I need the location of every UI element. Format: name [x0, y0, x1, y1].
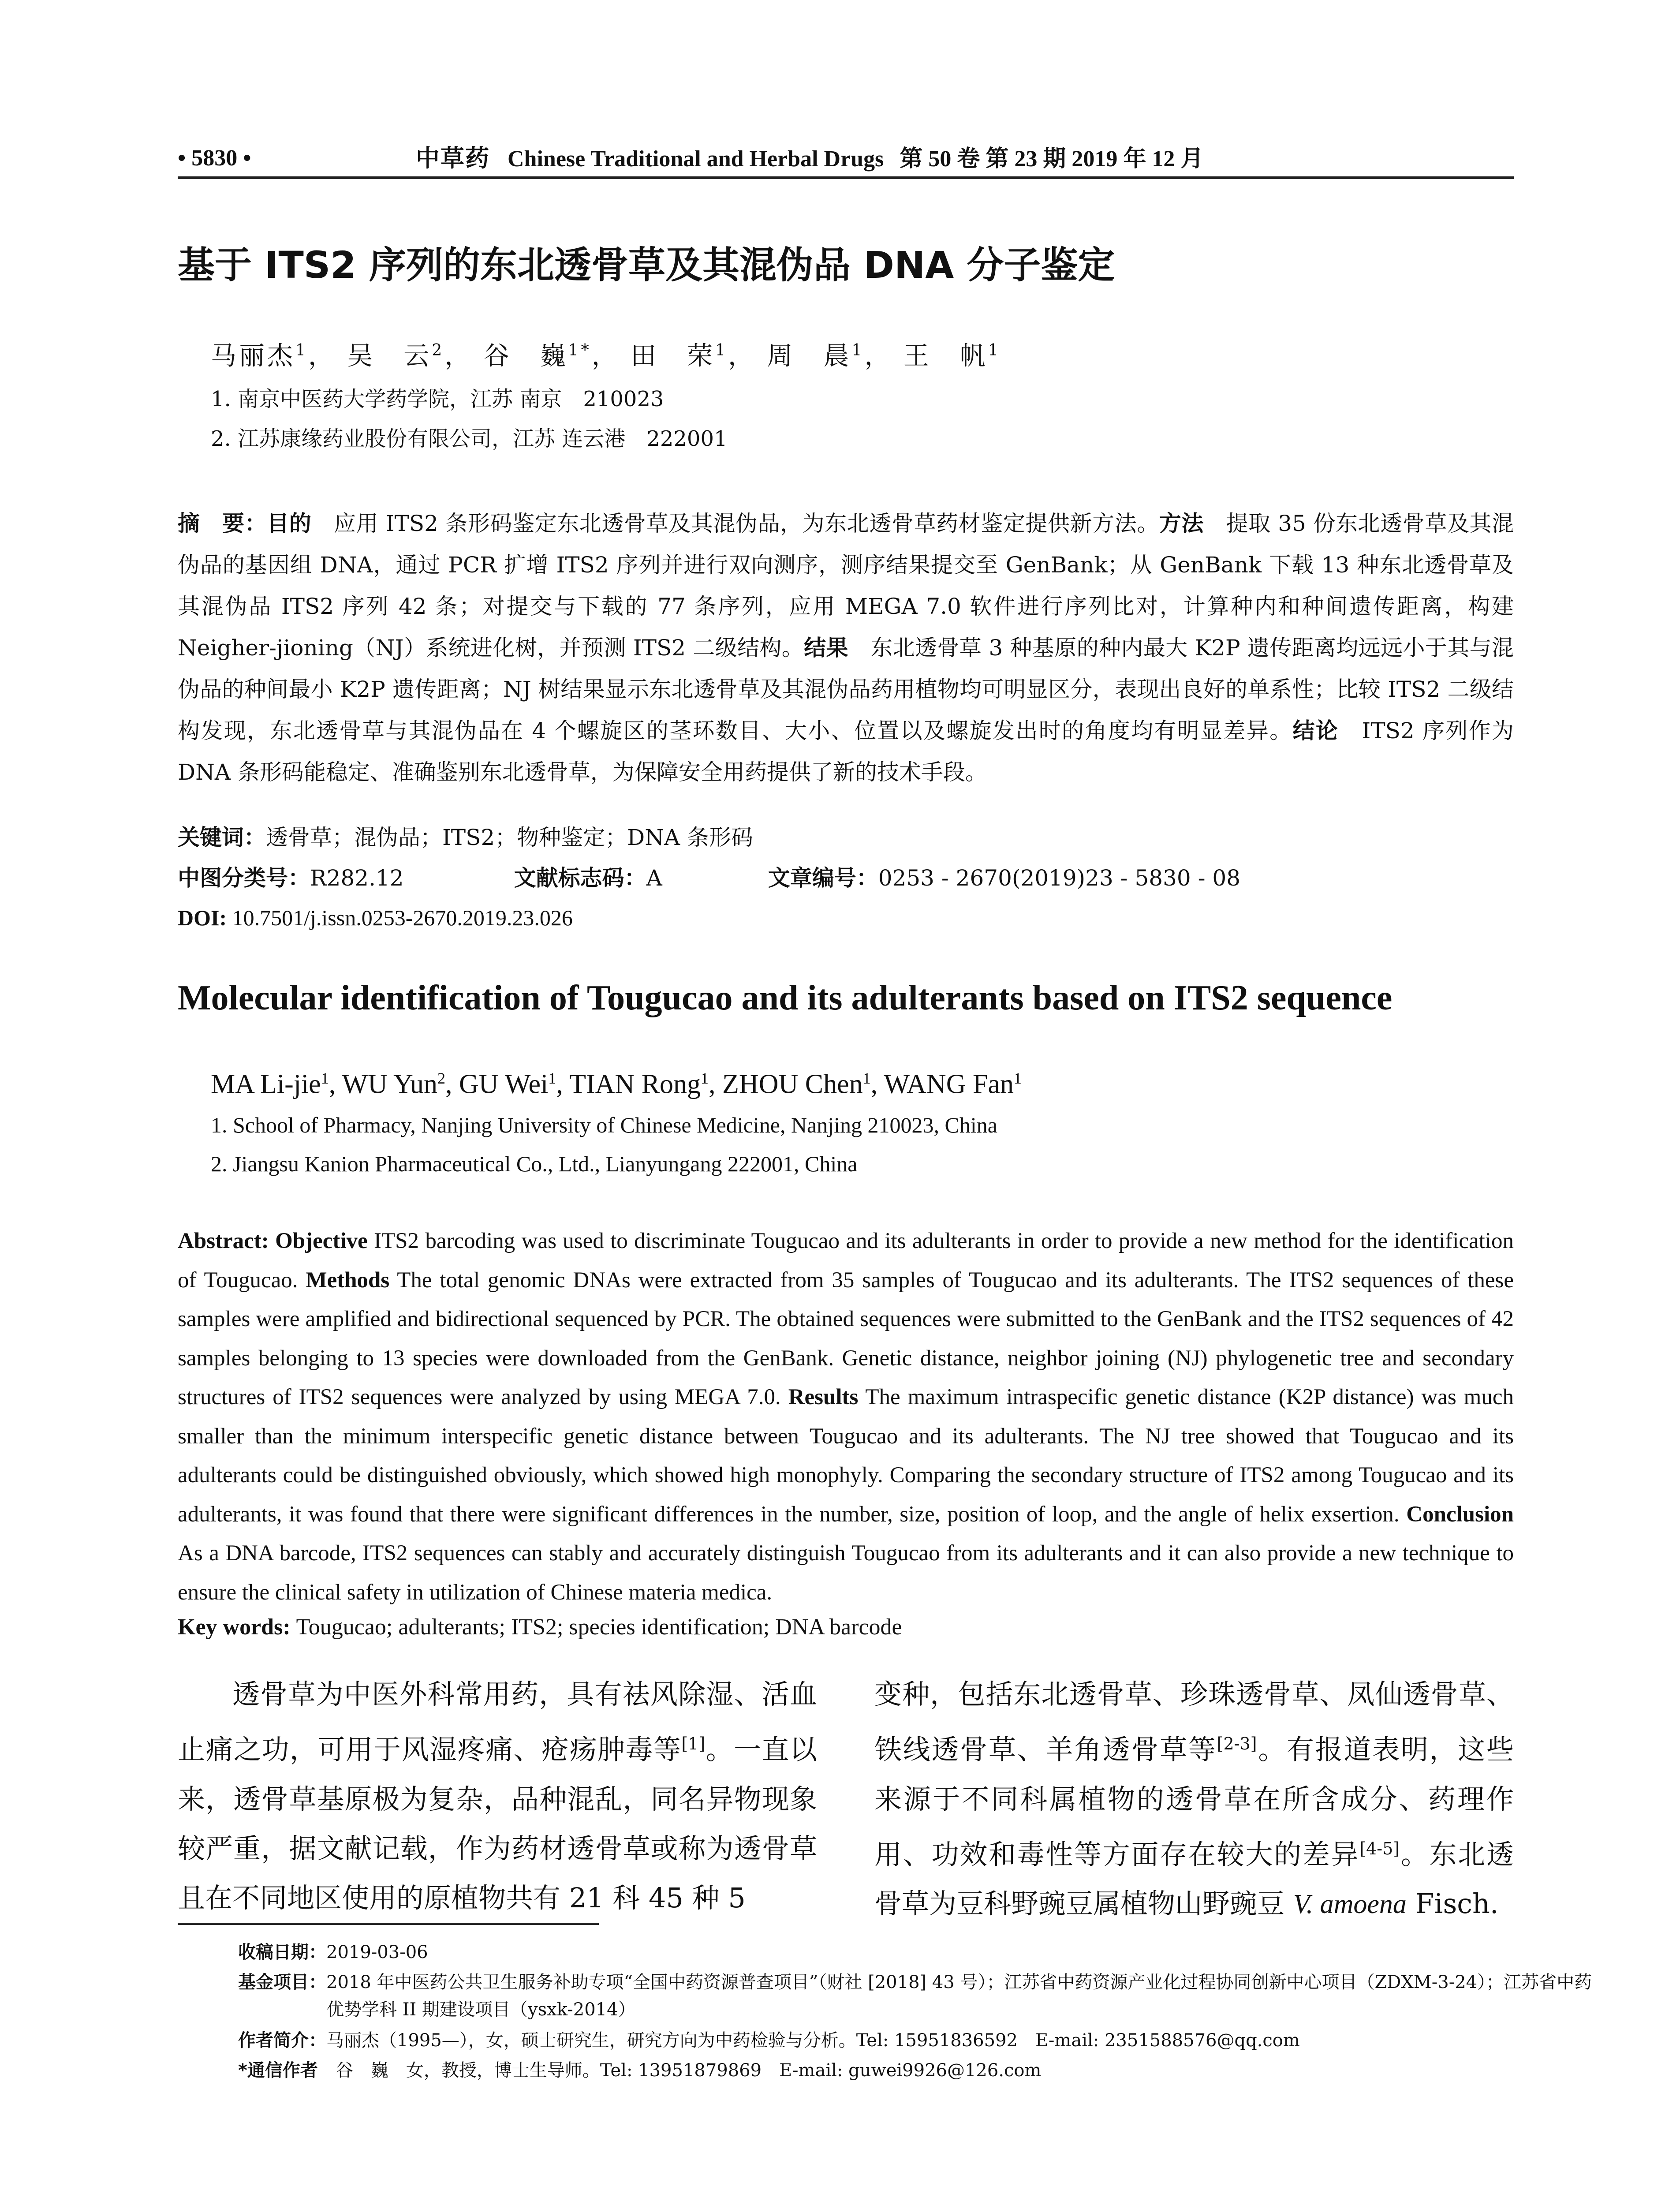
clc-label: 中图分类号：: [178, 865, 310, 891]
doi-line: [178, 902, 573, 933]
footnote-text: 谷 巍 女，教授，博士生导师。Tel: 13951879869 E-mail: guwei9926@126.com: [317, 2060, 1042, 2081]
keywords-english: [178, 1610, 902, 1645]
journal-logo: 中草药: [416, 144, 490, 172]
author: WU Yun: [342, 1069, 437, 1099]
doc-code-value: A: [646, 865, 662, 891]
author: WANG Fan: [884, 1069, 1014, 1099]
footnote-fund: [238, 1969, 1602, 2023]
author-sup: 1: [321, 1069, 329, 1087]
author-sup: 1*: [568, 341, 592, 359]
title-english: Molecular identification of Tougucao and its adulterants based on ITS2 sequence: [178, 979, 1393, 1017]
footnote-rule: [178, 1923, 599, 1925]
keywords-value: 透骨草；混伪品；ITS2；物种鉴定；DNA 条形码: [266, 825, 754, 850]
footnote-text: 2018 年中医药公共卫生服务补助专项“全国中药资源普查项目”（财社 [2018] 43 号）；江苏省中药资源产业化过程协同创新中心项目（ZDXM-3-24）；江苏省中药优势学科 II 期建设项目（ysxk-2014）: [326, 1972, 1592, 2020]
footnote-text: 马丽杰（1995—），女，硕士研究生，研究方向为中药检验与分析。Tel: 15951836592 E-mail: 2351588576@qq.com: [326, 2030, 1300, 2051]
citation: [1]: [681, 1734, 706, 1753]
footnote-label: 基金项目：: [238, 1972, 326, 1992]
footnote-label: *通信作者: [238, 2060, 318, 2081]
author: TIAN Rong: [569, 1069, 701, 1099]
objective-label: 目的: [267, 511, 312, 536]
affiliation-zh-2: 2. 江苏康缘药业股份有限公司，江苏 连云港 222001: [211, 426, 728, 451]
footnote-label: 作者简介：: [238, 2030, 326, 2051]
conclusion-text: ITS2 序列作为 DNA 条形码能稳定、准确鉴别东北透骨草，为保障安全用药提供了新的技术手段。: [178, 718, 1514, 785]
body-column-left: [178, 1670, 817, 1923]
body-text: 。一直以来，透骨草基原极为复杂，品种混乱，同名异物现象较严重，据文献记载，作为药材透骨草或称为透骨草且在不同地区使用的原植物共有 21 科 45 种 5: [178, 1733, 817, 1914]
author: 田 荣: [631, 340, 716, 371]
footnote-label: 收稿日期：: [238, 1942, 326, 1962]
footnote-text: 2019-03-06: [326, 1942, 428, 1962]
results-label: 结果: [804, 635, 848, 661]
body-text: 变种，包括东北透骨草、珍珠透骨草、凤仙透骨草、铁线透骨草、羊角透骨草等: [874, 1678, 1514, 1766]
citation: [4-5]: [1359, 1839, 1400, 1858]
methods-label-en: Methods: [306, 1267, 390, 1293]
journal-info: [416, 140, 1514, 177]
affiliation-zh-1: 1. 南京中医药大学药学院，江苏 南京 210023: [211, 387, 664, 411]
author-sup: 1: [548, 1069, 556, 1087]
body-text: 透骨草为中医外科常用药，具有祛风除湿、活血止痛之功，可用于风湿疼痛、疮疡肿毒等: [178, 1678, 817, 1766]
author: 谷 巍: [483, 340, 568, 371]
author: GU Wei: [459, 1069, 549, 1099]
author-sup: 1: [715, 341, 728, 359]
methods-label: 方法: [1159, 511, 1204, 536]
methods-text-en: The total genomic DNAs were extracted from 35 samples of Tougucao and its adulterants. The ITS2 sequences of these samples were amplified and bidirectional sequenced by PCR. The obtained sequences were submitted to the GenBank and the ITS2 sequences of 42 samples belonging to 13 species were downloaded from the GenBank. Genetic distance, neighbor joining (NJ) phylogenetic tree and secondary structures of ITS2 sequences were analyzed by using MEGA 7.0.: [178, 1267, 1514, 1409]
species-name: V. amoena: [1293, 1889, 1407, 1920]
author-sup: 1: [851, 341, 865, 359]
author-sup: 1: [862, 1069, 871, 1087]
citation: [2-3]: [1217, 1734, 1257, 1753]
article-no-value: 0253 - 2670(2019)23 - 5830 - 08: [878, 865, 1241, 891]
results-text: 东北透骨草 3 种基原的种内最大 K2P 遗传距离均远远小于其与混伪品的种间最小 K2P 遗传距离；NJ 树结果显示东北透骨草及其混伪品药用植物均可明显区分，表现出良好的单系性；比较 ITS2 二级结构发现，东北透骨草与其混伪品在 4 个螺旋区的茎环数目、大小、位置以及螺旋发出时的角度均有明显差异。: [178, 635, 1514, 744]
author: 王 帆: [903, 340, 988, 371]
body-text: Fisch.: [1406, 1887, 1499, 1920]
author-sup: 1: [988, 341, 1001, 359]
abstract-label: 摘 要：: [178, 511, 267, 536]
running-header: [178, 140, 1514, 179]
author-sup: 1: [701, 1069, 709, 1087]
author: 周 晨: [767, 340, 852, 371]
doi-value: 10.7501/j.issn.0253-2670.2019.23.026: [227, 905, 573, 930]
page-number: • 5830 •: [178, 146, 251, 171]
author: 马丽杰: [211, 340, 296, 371]
affiliation-en-2: 2. Jiangsu Kanion Pharmaceutical Co., Ltd., Lianyungang 222001, China: [211, 1151, 858, 1176]
article-no-label: 文章编号：: [768, 865, 878, 891]
keywords-chinese: [178, 822, 753, 853]
doi-label: DOI:: [178, 905, 227, 930]
affiliation-en-1: 1. School of Pharmacy, Nanjing University of Chinese Medicine, Nanjing 210023, China: [211, 1113, 997, 1137]
clc-value: R282.12: [310, 865, 404, 891]
methods-text: 提取 35 份东北透骨草及其混伪品的基因组 DNA，通过 PCR 扩增 ITS2 序列并进行双向测序，测序结果提交至 GenBank；从 GenBank 下载 13 种东北透骨草及其混伪品 ITS2 序列 42 条；对提交与下载的 77 条序列，应用 MEGA 7.0 软件进行序列比对，计算种内和种间遗传距离，构建 Neigher-jioning（NJ）系统进化树，并预测 ITS2 二级结构。: [178, 511, 1514, 661]
issue-info: 第 50 卷 第 23 期 2019 年 12 月: [900, 146, 1204, 172]
keywords-label-en: Key words:: [178, 1615, 296, 1640]
classification-line: [178, 863, 1240, 893]
abstract-label-en: Abstract:: [178, 1229, 276, 1253]
author-sup: 1: [295, 341, 308, 359]
author-sup: 2: [437, 1069, 445, 1087]
authors-english: MA Li-jie$^1$, WU Yun$^2$, GU Wei$^1$, TIAN Rong$^1$, ZHOU Chen$^1$, WANG Fan$^1$: [211, 1069, 1022, 1099]
author: 吴 云: [347, 340, 432, 371]
footnote-received: [238, 1939, 1514, 1966]
title-chinese: 基于 ITS2 序列的东北透骨草及其混伪品 DNA 分子鉴定: [178, 243, 1115, 287]
body-text: 。有报道表明，这些来源于不同科属植物的透骨草在所含成分、药理作用、功效和毒性等方面存在较大的差异: [874, 1733, 1514, 1871]
journal-name: Chinese Traditional and Herbal Drugs: [508, 146, 884, 172]
body-column-right: [874, 1670, 1514, 1929]
keywords-label: 关键词：: [178, 825, 266, 850]
author: ZHOU Chen: [722, 1069, 863, 1099]
doc-code-label: 文献标志码：: [514, 865, 646, 891]
objective-label-en: Objective: [275, 1229, 368, 1253]
keywords-value-en: Tougucao; adulterants; ITS2; species identification; DNA barcode: [296, 1615, 902, 1640]
author-sup: 1: [1014, 1069, 1022, 1087]
author: MA Li-jie: [211, 1069, 321, 1099]
objective-text: 应用 ITS2 条形码鉴定东北透骨草及其混伪品，为东北透骨草药材鉴定提供新方法。: [311, 511, 1159, 536]
authors-chinese: 马丽杰$^1$， 吴 云$^2$， 谷 巍$^{1*}$， 田 荣$^1$， 周 晨$^1$， 王 帆$^1$: [211, 340, 1001, 371]
author-sup: 2: [432, 341, 445, 359]
results-text-en: The maximum intraspecific genetic distance (K2P distance) was much smaller than the minimum interspecific genetic distance between Tougucao and its adulterants. The NJ tree showed that Tougucao and its adulterants could be distinguished obviously, which showed high monophyly. Comparing the secondary structure of ITS2 among Tougucao and its adulterants, it was found that there were significant differences in the number, size, position of loop, and the angle of helix exsertion.: [178, 1385, 1514, 1527]
abstract-chinese: [178, 503, 1514, 793]
body-text: 。东北透骨草为豆科野豌豆属植物山野豌豆: [874, 1838, 1514, 1920]
conclusion-text-en: As a DNA barcode, ITS2 sequences can stably and accurately distinguish Tougucao from its adulterants and it can also provide a new technique to ensure the clinical safety in utilization of Chinese materia medica.: [178, 1541, 1514, 1605]
footnote-author: [238, 2027, 1514, 2054]
objective-text-en: ITS2 barcoding was used to discriminate Tougucao and its adulterants in order to provide a new method for the identification of Tougucao.: [178, 1229, 1514, 1293]
conclusion-label: 结论: [1292, 718, 1339, 744]
footnote-corresponding: [238, 2057, 1514, 2084]
conclusion-label-en: Conclusion: [1406, 1502, 1514, 1527]
abstract-english: [178, 1222, 1514, 1612]
results-label-en: Results: [788, 1385, 859, 1409]
